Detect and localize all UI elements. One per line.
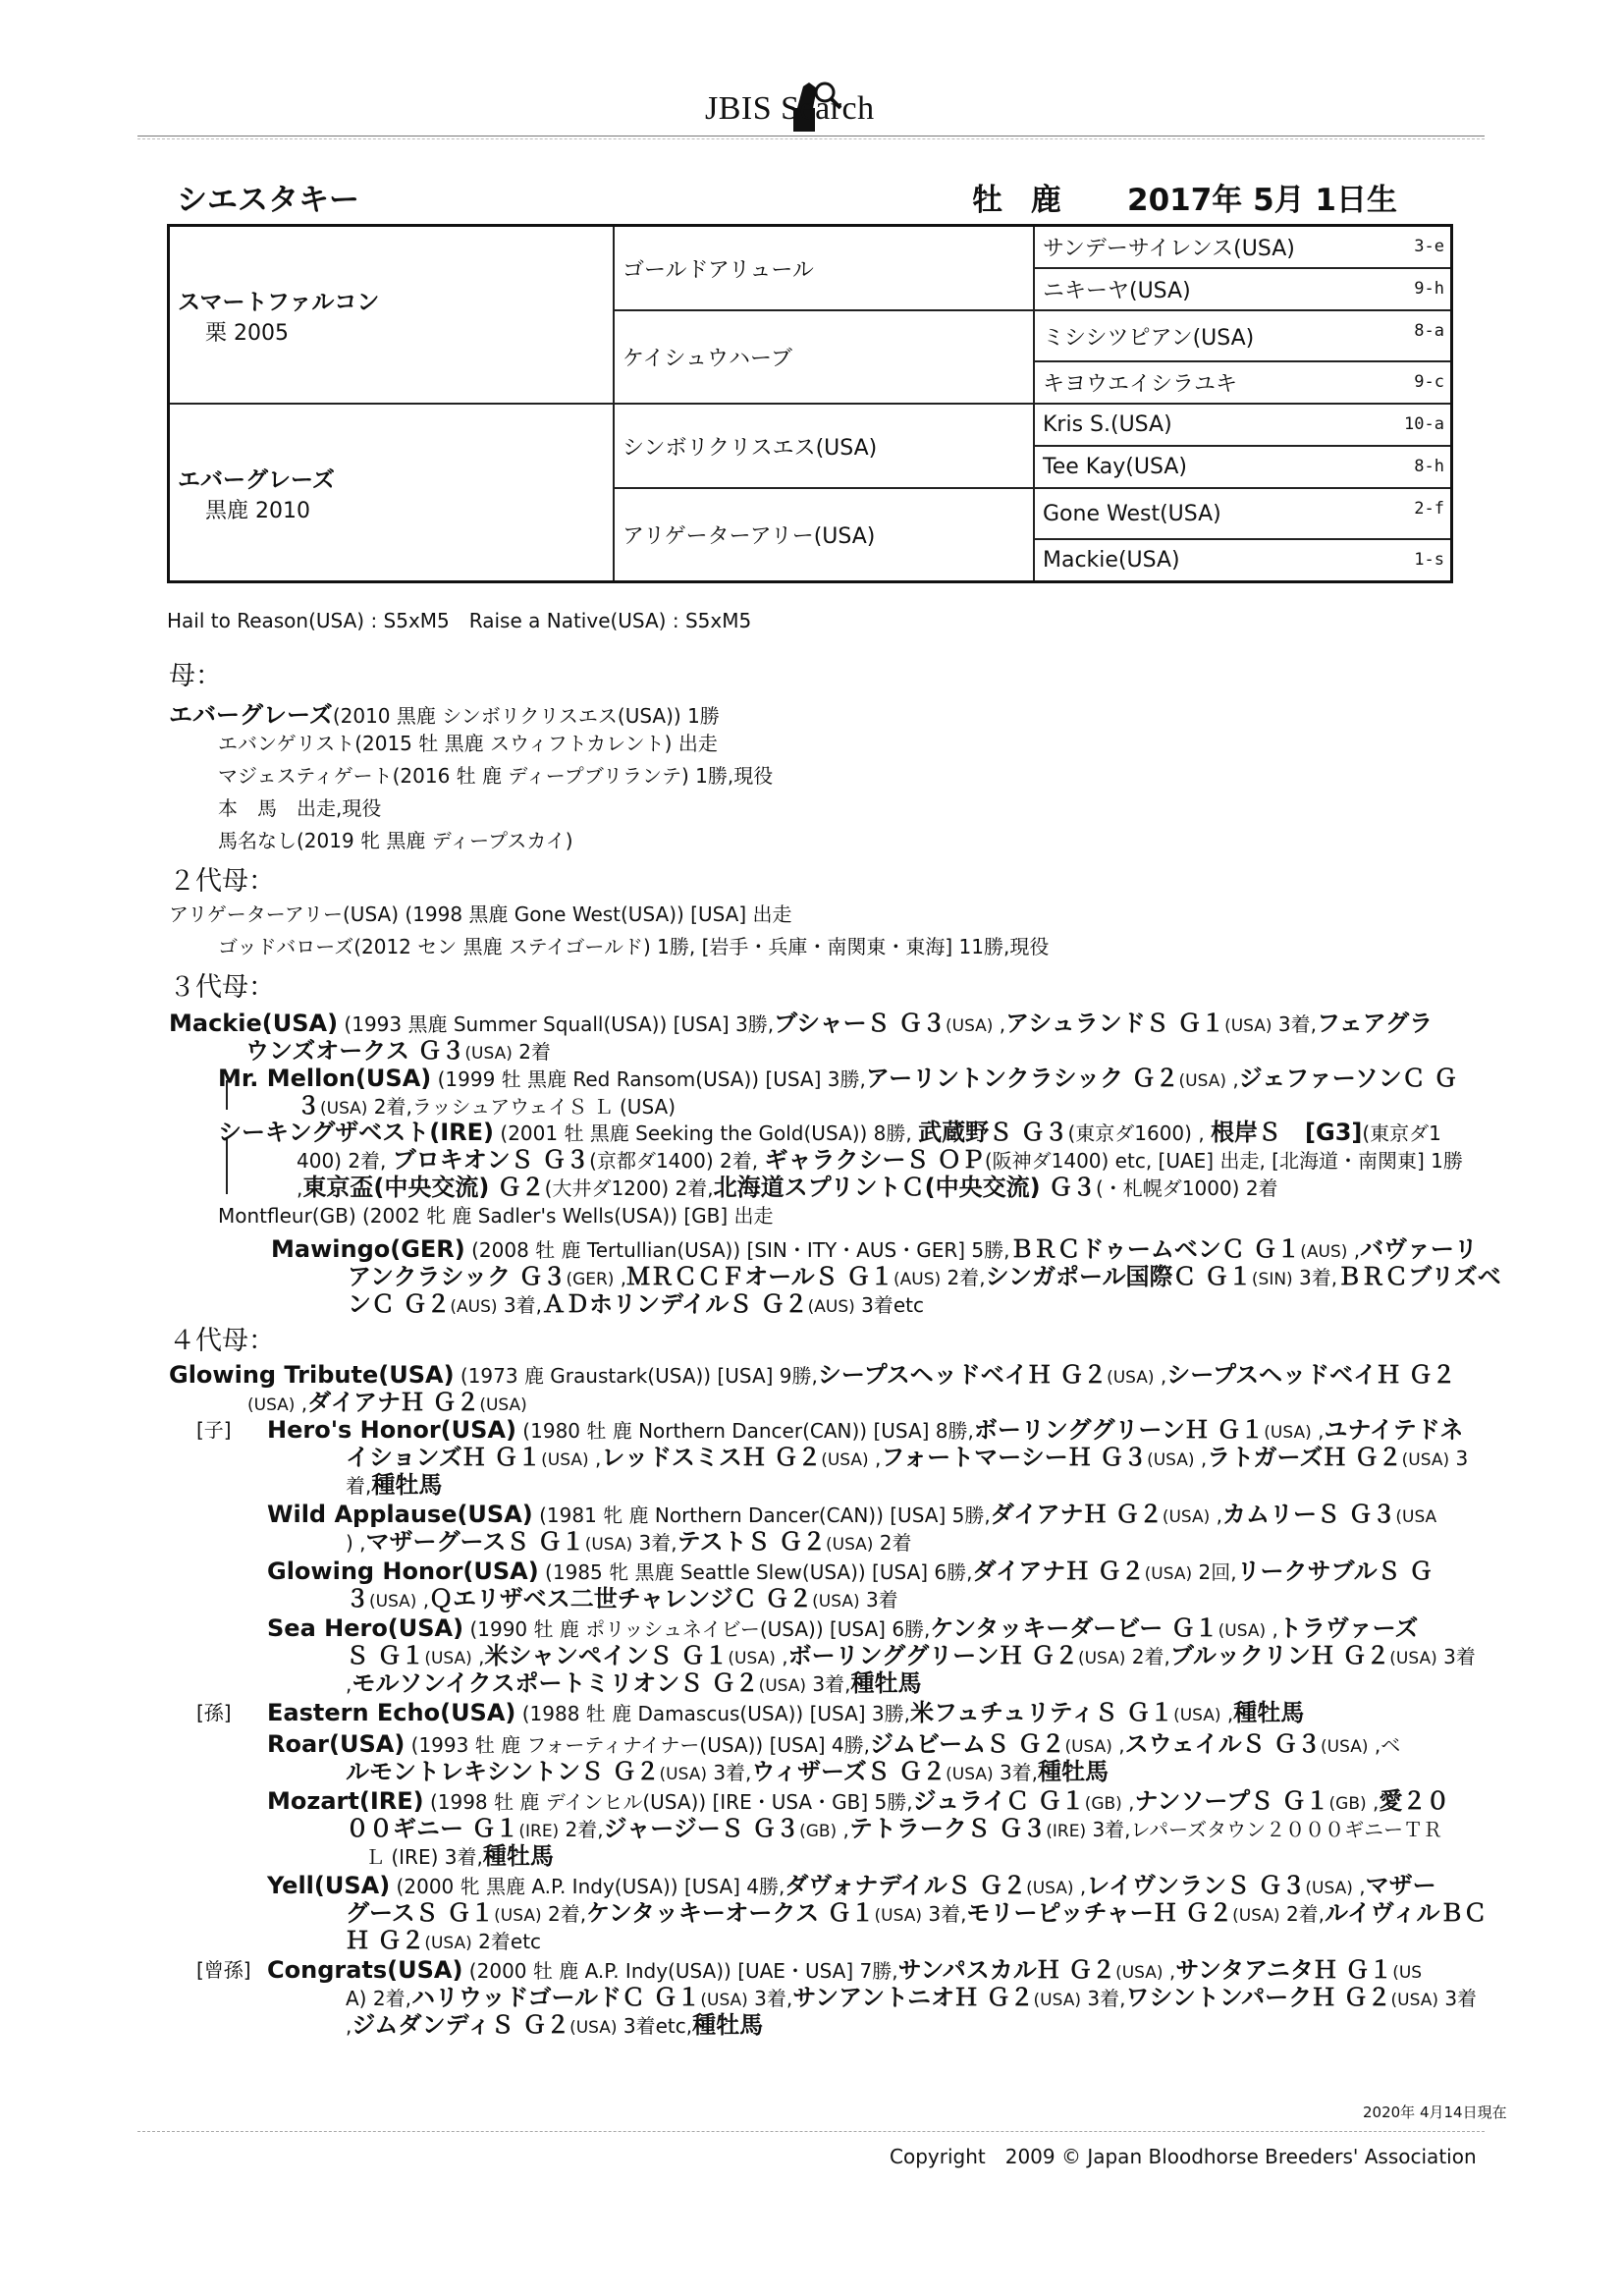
family-line: Glowing Tribute(USA) (1973 鹿 Graustark(USA)) [USA] 9勝,シープスヘッドベイＨ Ｇ２(USA) ,シープスヘッドベイＨ Ｇ２ (169, 1361, 1456, 1389)
pedigree-g3-name: Mackie(USA) (1043, 548, 1180, 573)
family-line: Mackie(USA) (1993 黒鹿 Summer Squall(USA)) [USA] 3勝,ブシャーＳ Ｇ３(USA) ,アシュランドＳ Ｇ１(USA) 3着,フェアグラ (169, 1010, 1434, 1037)
family-line: ,ジムダンディＳ Ｇ２(USA) 3着etc,種牡馬 (346, 2011, 764, 2039)
family-line: Hero's Honor(USA) (1980 牡 鹿 Northern Dancer(CAN)) [USA] 8勝,ボーリンググリーンＨ Ｇ１(USA) ,ユナイテドネ (267, 1416, 1464, 1444)
pedigree-g2-cell: ケイシュウハーブ (614, 310, 1034, 404)
family-code: 8-h (1414, 457, 1444, 476)
as-of-date: 2020年 4月14日現在 (1363, 2104, 1507, 2121)
horse-birth-date: 2017年 5月 1日生 (1127, 183, 1398, 218)
family-line: ルモントレキシントンＳ Ｇ２(USA) 3着,ウィザーズＳ Ｇ２(USA) 3着,種牡馬 (346, 1758, 1110, 1785)
logo-text: JBIS Search (705, 90, 875, 127)
family-line: ００ギニー Ｇ１(IRE) 2着,ジャージーＳ Ｇ３(GB) ,テトラークＳ Ｇ３(IRE) 3着,レパーズタウン２０００ギニーＴＲ (346, 1815, 1443, 1842)
family-line: (USA) ,ダイアナＨ Ｇ２(USA) (247, 1389, 527, 1416)
dam-sub: 黒鹿 2010 (205, 498, 310, 523)
pedigree-g2-cell: シンボリクリスエス(USA) (614, 404, 1034, 488)
family-line: A) 2着,ハリウッドゴールドＣ Ｇ１(USA) 3着,サンアントニオＨ Ｇ２(USA) 3着,ワシントンパークＨ Ｇ２(USA) 3着 (346, 1984, 1478, 2011)
family-line: グースＳ Ｇ１(USA) 2着,ケンタッキーオークス Ｇ１(USA) 3着,モリーピッチャーＨ Ｇ２(USA) 2着,ルイヴィルＢＣ (346, 1899, 1488, 1927)
family-line: 馬名なし(2019 牝 黒鹿 ディープスカイ) (218, 829, 573, 852)
dam-name: エバーグレーズ (178, 466, 335, 493)
family-line: Mawingo(GER) (2008 牡 鹿 Tertullian(USA)) [SIN・ITY・AUS・GER] 5勝,ＢＲＣドゥームベンＣ Ｇ１(AUS) ,バヴァーリ (271, 1235, 1478, 1263)
pedigree-g3-cell (1034, 268, 1452, 310)
family-line: Congrats(USA) (2000 牡 鹿 A.P. Indy(USA)) [UAE・USA] 7勝,サンパスカルＨ Ｇ２(USA) ,サンタアニタＨ Ｇ１(US (267, 1956, 1423, 1984)
pedigree-g3-name: ミシシツピアン(USA) (1043, 325, 1255, 351)
family-line: Sea Hero(USA) (1990 牡 鹿 ポリッシュネイビー(USA)) [USA] 6勝,ケンタッキーダービー Ｇ１(USA) ,トラヴァーズ (267, 1614, 1419, 1642)
family-line: Yell(USA) (2000 牝 黒鹿 A.P. Indy(USA)) [USA] 4勝,ダヴォナデイルＳ Ｇ２(USA) ,レイヴンランＳ Ｇ３(USA) ,マザー (267, 1872, 1436, 1899)
pedigree-g3-cell (1034, 446, 1452, 488)
family-line: ３(USA) 2着,ラッシュアウェイＳ Ｌ (USA) (297, 1092, 676, 1120)
copyright: Copyright 2009 © Japan Bloodhorse Breeders' Association (890, 2145, 1477, 2168)
pedigree-g2-cell: アリゲーターアリー(USA) (614, 488, 1034, 582)
family-line: ,モルソンイクスポートミリオンＳ Ｇ２(USA) 3着,種牡馬 (346, 1669, 922, 1697)
family-line: Roar(USA) (1993 牡 鹿 フォーティナイナー(USA)) [USA] 4勝,ジムビームＳ Ｇ２(USA) ,スウェイルＳ Ｇ３(USA) ,ベ (267, 1730, 1401, 1758)
section-4th-dam: ４代母： (169, 1326, 275, 1356)
pedigree-g3-name: Kris S.(USA) (1043, 412, 1172, 437)
header-divider (137, 136, 1485, 137)
horse-name: シエスタキー (177, 183, 359, 218)
family-line: 着,種牡馬 (346, 1471, 443, 1499)
relation-tag-child: [子] (196, 1418, 232, 1442)
family-line: Montfleur(GB) (2002 牝 鹿 Sadler's Wells(USA)) [GB] 出走 (218, 1204, 774, 1228)
sire-name: スマートファルコン (178, 289, 380, 315)
family-line: Eastern Echo(USA) (1988 牡 鹿 Damascus(USA)) [USA] 3勝,米フュチュリティＳ Ｇ１(USA) ,種牡馬 (267, 1699, 1305, 1726)
sire-sub: 栗 2005 (205, 320, 289, 346)
family-code: 3-e (1414, 237, 1444, 256)
pedigree-g3-name: サンデーサイレンス(USA) (1043, 237, 1295, 261)
family-line: Ｌ (IRE) 3着,種牡馬 (365, 1842, 554, 1870)
family-line: Glowing Honor(USA) (1985 牝 黒鹿 Seattle Slew(USA)) [USA] 6勝,ダイアナＨ Ｇ２(USA) 2回,リークサブルＳ Ｇ (267, 1558, 1433, 1585)
section-2nd-dam: ２代母： (169, 866, 275, 897)
horse-sex-color: 牡 鹿 (972, 183, 1061, 218)
family-line: イションズＨ Ｇ１(USA) ,レッドスミスＨ Ｇ２(USA) ,フォートマーシーＨ Ｇ３(USA) ,ラトガーズＨ Ｇ２(USA) 3 (346, 1444, 1469, 1471)
inbreeding-note: Hail to Reason(USA) : S5xM5 Raise a Native(USA) : S5xM5 (167, 609, 752, 632)
pedigree-g3-name: キヨウエイシラユキ (1043, 372, 1238, 397)
family-line: シーキングザベスト(IRE) (2001 牡 黒鹿 Seeking the Gold(USA)) 8勝, 武蔵野Ｓ Ｇ３(東京ダ1600) , 根岸Ｓ [G3](東京ダ1 (218, 1119, 1441, 1146)
pedigree-g2-cell: ゴールドアリュール (614, 226, 1034, 311)
family-code: 10-a (1404, 414, 1444, 434)
family-line: Ｈ Ｇ２(USA) 2着etc (346, 1927, 542, 1954)
pedigree-g3-cell (1034, 404, 1452, 446)
family-line: Mr. Mellon(USA) (1999 牡 黒鹿 Red Ransom(USA)) [USA] 3勝,アーリントンクラシック Ｇ２(USA) ,ジェファーソンＣ Ｇ (218, 1065, 1458, 1092)
header-divider-dashed (137, 138, 1485, 139)
pedigree-g3-cell (1034, 310, 1452, 361)
family-line: ) ,マザーグースＳ Ｇ１(USA) 3着,テストＳ Ｇ２(USA) 2着 (346, 1528, 912, 1556)
family-line: ウンズオークス Ｇ３(USA) 2着 (245, 1037, 551, 1065)
relation-tag-grandchild: [孫] (196, 1701, 232, 1724)
pedigree-g3-name: Tee Kay(USA) (1043, 455, 1187, 479)
family-line: Wild Applause(USA) (1981 牝 鹿 Northern Dancer(CAN)) [USA] 5勝,ダイアナＨ Ｇ２(USA) ,カムリーＳ Ｇ３(USA (267, 1501, 1437, 1528)
family-line: ゴッドバローズ(2012 セン 黒鹿 ステイゴールド) 1勝, [岩手・兵庫・南関東・東海] 11勝,現役 (218, 935, 1050, 958)
pedigree-g3-cell (1034, 488, 1452, 539)
section-dam: 母： (169, 661, 222, 691)
family-code: 8-a (1414, 321, 1444, 341)
family-line: アンクラシック Ｇ３(GER) ,ＭＲＣＣＦオールＳ Ｇ１(AUS) 2着,シンガポール国際Ｃ Ｇ１(SIN) 3着,ＢＲＣブリズベ (348, 1263, 1501, 1290)
pedigree-g3-cell (1034, 226, 1452, 269)
relation-tag-great-grandchild: [曾孫] (196, 1958, 251, 1982)
family-line: エバンゲリスト(2015 牡 黒鹿 スウィフトカレント) 出走 (218, 732, 718, 755)
family-code: 9-c (1414, 372, 1444, 392)
footer-divider (137, 2131, 1485, 2132)
pedigree-g3-cell (1034, 539, 1452, 582)
family-code: 2-f (1414, 499, 1444, 519)
family-line: ンＣ Ｇ２(AUS) 3着,ＡＤホリンデイルＳ Ｇ２(AUS) 3着etc (348, 1290, 925, 1318)
sire-cell (169, 226, 615, 405)
family-code: 1-s (1414, 550, 1444, 570)
family-line: 本 馬 出走,現役 (218, 796, 382, 820)
family-code: 9-h (1414, 279, 1444, 299)
section-3rd-dam: ３代母： (169, 972, 275, 1003)
family-line: ,東京盃(中央交流) Ｇ２(大井ダ1200) 2着,北海道スプリントＣ(中央交流) Ｇ３(・札幌ダ1000) 2着 (297, 1174, 1278, 1201)
family-line: エバーグレーズ(2010 黒鹿 シンボリクリスエス(USA)) 1勝 (169, 701, 720, 729)
pedigree-table (167, 224, 1453, 583)
dam-cell (169, 404, 615, 582)
family-line: ３(USA) ,Ｑエリザベス二世チャレンジＣ Ｇ２(USA) 3着 (346, 1585, 898, 1613)
pedigree-g3-cell (1034, 361, 1452, 404)
family-line: Ｓ Ｇ１(USA) ,米シャンペインＳ Ｇ１(USA) ,ボーリンググリーンＨ Ｇ２(USA) 2着,ブルックリンＨ Ｇ２(USA) 3着 (346, 1642, 1476, 1669)
family-line: アリゲーターアリー(USA) (1998 黒鹿 Gone West(USA)) [USA] 出走 (169, 902, 792, 926)
family-line: Mozart(IRE) (1998 牡 鹿 デインヒル(USA)) [IRE・USA・GB] 5勝,ジュライＣ Ｇ１(GB) ,ナンソープＳ Ｇ１(GB) ,愛２０ (267, 1787, 1450, 1815)
family-line: 400) 2着, ブロキオンＳ Ｇ３(京都ダ1400) 2着, ギャラクシーＳ ＯＰ(阪神ダ1400) etc, [UAE] 出走, [北海道・南関東] 1勝 (297, 1146, 1463, 1174)
pedigree-g3-name: Gone West(USA) (1043, 501, 1221, 526)
family-line: マジェスティゲート(2016 牡 鹿 ディープブリランテ) 1勝,現役 (218, 764, 774, 788)
pedigree-g3-name: ニキーヤ(USA) (1043, 279, 1191, 303)
